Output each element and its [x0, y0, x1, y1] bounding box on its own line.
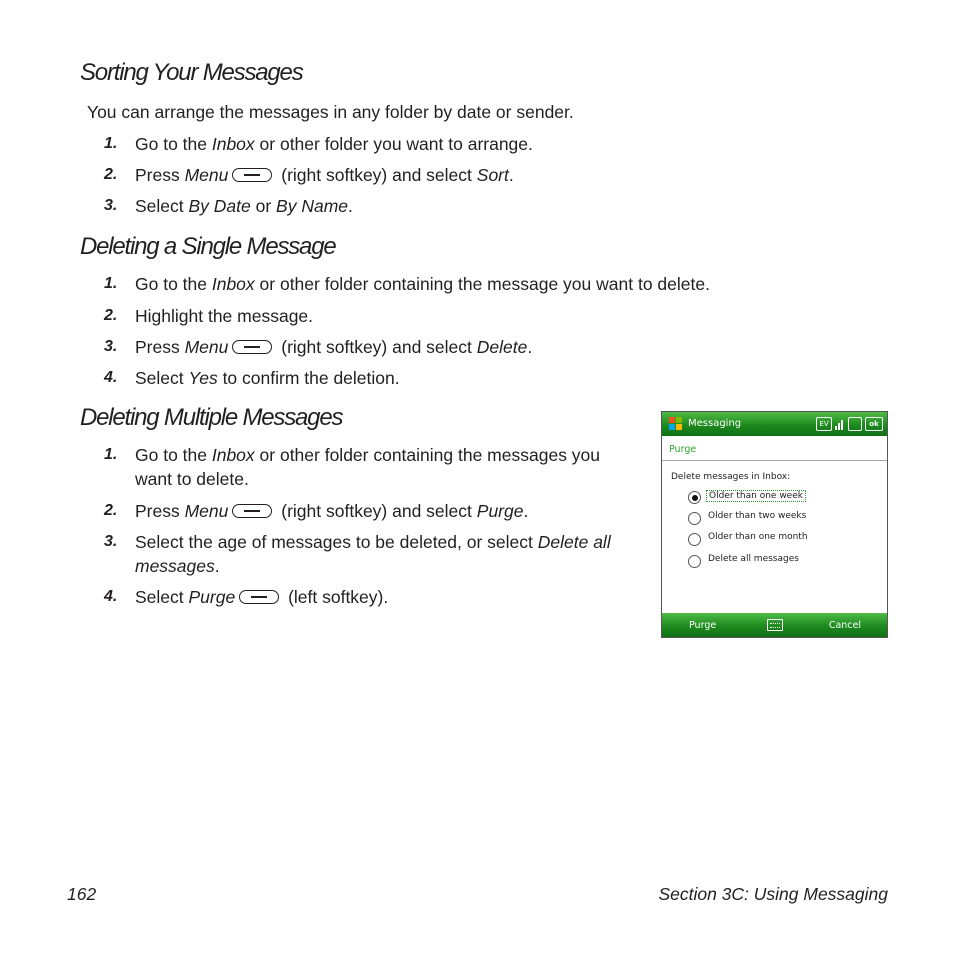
- step-text: Select the age of messages to be deleted, or select: [135, 532, 538, 552]
- purge-prompt: Delete messages in Inbox:: [671, 472, 791, 482]
- ok-button[interactable]: ok: [865, 417, 883, 431]
- multi-step-2: [104, 499, 528, 523]
- softkey-icon: [232, 168, 272, 182]
- multi-step-4: [104, 585, 388, 609]
- section-heading-sorting: Sorting Your Messages: [80, 59, 303, 86]
- step-text: (right softkey) and select: [276, 165, 477, 185]
- step-text: Select: [135, 587, 189, 607]
- step-term: Inbox: [211, 445, 255, 465]
- purge-softkey[interactable]: Purge: [689, 620, 717, 631]
- radio-icon[interactable]: [688, 512, 701, 525]
- radio-icon[interactable]: [688, 555, 701, 568]
- phone-screen-heading: Purge: [669, 444, 697, 455]
- page-number: 162: [67, 884, 97, 904]
- step-term: Inbox: [211, 134, 255, 154]
- option-label: Older than one week: [706, 490, 806, 502]
- step-text: (left softkey).: [283, 587, 389, 607]
- step-term: Inbox: [211, 274, 255, 294]
- softkey-icon: [232, 504, 272, 518]
- step-text: Press: [135, 165, 185, 185]
- step-number: 2.: [104, 502, 118, 519]
- step-term: Yes: [188, 368, 218, 388]
- section-heading-single-delete: Deleting a Single Message: [80, 233, 336, 260]
- step-text: or other folder you want to arrange.: [254, 134, 533, 154]
- step-text: Go to the: [135, 274, 212, 294]
- phone-app-title: Messaging: [688, 418, 742, 429]
- option-label: Delete all messages: [708, 554, 799, 564]
- network-type-icon: EV: [816, 417, 832, 431]
- step-number: 2.: [104, 307, 118, 324]
- step-text: Select: [135, 368, 189, 388]
- step-number: 3.: [104, 338, 118, 355]
- section-heading-multiple-delete: Deleting Multiple Messages: [80, 404, 343, 431]
- phone-softkey-bar: [662, 613, 887, 637]
- battery-icon: [848, 417, 862, 431]
- step-text: or other folder containing the message you want to delete.: [254, 274, 710, 294]
- windows-logo-icon[interactable]: [669, 417, 683, 431]
- step-term: Purge: [476, 501, 524, 521]
- single-step-1: [104, 272, 710, 296]
- step-term: By Date: [188, 196, 251, 216]
- radio-selected-icon[interactable]: [688, 491, 701, 504]
- step-number: 1.: [104, 446, 118, 463]
- step-text: .: [523, 501, 529, 521]
- step-term: Menu: [184, 165, 229, 185]
- step-text: or: [250, 196, 277, 216]
- signal-strength-icon: [835, 418, 845, 430]
- option-label: Older than two weeks: [708, 511, 807, 521]
- single-step-2: [104, 304, 313, 328]
- step-number: 1.: [104, 275, 118, 292]
- phone-screenshot: [661, 411, 888, 638]
- keyboard-icon[interactable]: [767, 619, 783, 631]
- sorting-step-3: [104, 194, 353, 218]
- sorting-intro: You can arrange the messages in any folder by date or sender.: [87, 102, 574, 122]
- sorting-step-2: [104, 163, 514, 187]
- cancel-softkey[interactable]: Cancel: [828, 620, 861, 631]
- radio-icon[interactable]: [688, 533, 701, 546]
- step-text: to confirm the deletion.: [217, 368, 400, 388]
- single-step-4: [104, 366, 400, 390]
- section-footer: Section 3C: Using Messaging: [658, 884, 888, 904]
- step-term: By Name: [276, 196, 349, 216]
- divider: [662, 460, 887, 461]
- sorting-step-1: [104, 132, 533, 156]
- step-text: .: [214, 556, 220, 576]
- step-number: 4.: [104, 588, 118, 605]
- softkey-icon: [232, 340, 272, 354]
- step-number: 4.: [104, 369, 118, 386]
- step-number: 1.: [104, 135, 118, 152]
- step-text: .: [348, 196, 353, 216]
- step-text: Select: [135, 196, 189, 216]
- phone-title-bar: [662, 412, 887, 436]
- step-term: Purge: [188, 587, 236, 607]
- step-text: .: [527, 337, 533, 357]
- step-term: Menu: [184, 501, 229, 521]
- step-term: Delete all messages: [135, 532, 611, 576]
- step-text: (right softkey) and select: [276, 501, 477, 521]
- multi-step-1: [104, 443, 629, 491]
- option-label: Older than one month: [708, 532, 808, 542]
- phone-status-area: [816, 417, 883, 431]
- softkey-icon: [239, 590, 279, 604]
- step-text: Press: [135, 501, 185, 521]
- step-term: Menu: [184, 337, 229, 357]
- step-text: or other folder containing the messages you want to delete.: [135, 445, 601, 489]
- step-text: Go to the: [135, 134, 212, 154]
- step-number: 3.: [104, 533, 118, 550]
- multi-step-3: [104, 530, 649, 578]
- step-text: (right softkey) and select: [276, 337, 477, 357]
- step-number: 3.: [104, 197, 118, 214]
- step-text: Go to the: [135, 445, 212, 465]
- step-term: Delete: [476, 337, 528, 357]
- step-text: .: [508, 165, 514, 185]
- step-number: 2.: [104, 166, 118, 183]
- step-text: Highlight the message.: [135, 306, 314, 326]
- step-text: Press: [135, 337, 185, 357]
- single-step-3: [104, 335, 532, 359]
- step-term: Sort: [476, 165, 509, 185]
